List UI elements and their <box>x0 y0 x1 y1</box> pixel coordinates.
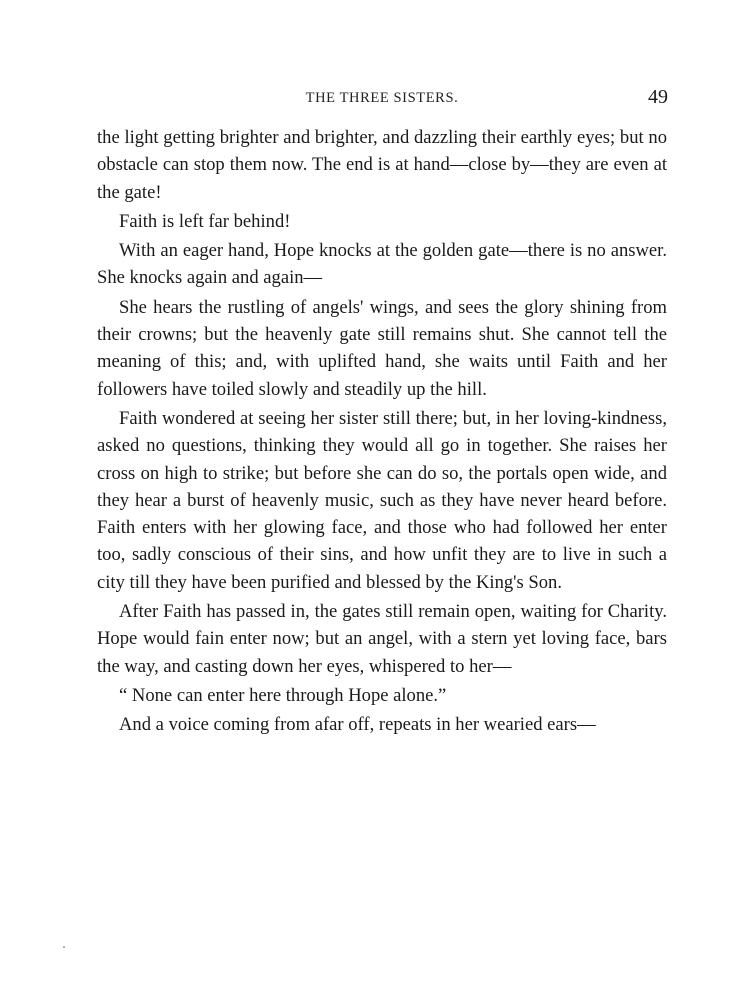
paragraph: And a voice coming from afar off, repeats in her wearied ears— <box>119 714 596 736</box>
running-title: THE THREE SISTERS. <box>305 90 459 106</box>
paragraph: With an eager hand, Hope knocks at the golden gate—there is no answer. She knocks again and again— <box>97 240 667 289</box>
paragraph: Faith wondered at seeing her sister still there; but, in her loving-kindness, asked no questions, thinking they would all go in together. She raises her cross on high to strike; but before she can do so, the portals open wide, and they hear a burst of heavenly music, such as they have never heard before. Faith enters with her glowing face, and those who had followed her enter too, sadly conscious of their sins, and how unfit they are to live in such a city till they have been purified and blessed by the King's Son. <box>97 407 667 593</box>
paper-speck <box>63 946 65 948</box>
quotation-paragraph: “ None can enter here through Hope alone.” <box>119 684 447 706</box>
page-number: 49 <box>648 86 668 108</box>
paragraph: After Faith has passed in, the gates still remain open, waiting for Charity. Hope would fain enter now; but an angel, with a stern yet loving face, bars the way, and casting down her eyes, whispered to her— <box>97 601 667 677</box>
body-text <box>97 124 667 739</box>
paragraph: She hears the rustling of angels' wings, and sees the glory shining from their crowns; but the heavenly gate still remains shut. She cannot tell the meaning of this; and, with uplifted hand, she waits until Faith and her followers have toiled slowly and steadily up the hill. <box>97 296 667 400</box>
paragraph-continued: the light getting brighter and brighter, and dazzling their earthly eyes; but no obstacle can stop them now. The end is at hand—close by—they are even at the gate! <box>97 127 667 203</box>
paragraph: Faith is left far behind! <box>119 210 291 232</box>
running-head <box>96 86 668 112</box>
